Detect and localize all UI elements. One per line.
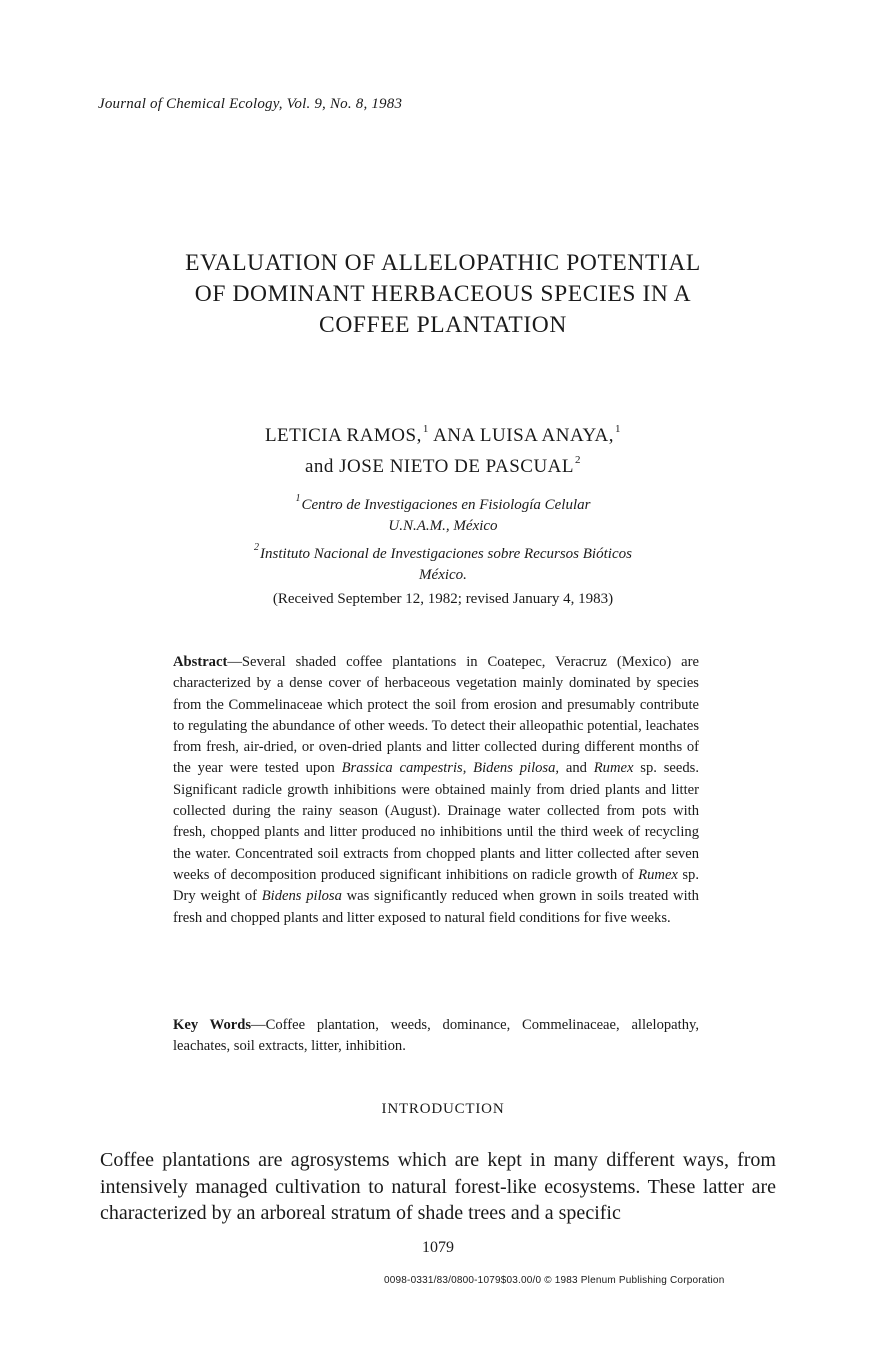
- article-title: [100, 248, 786, 341]
- introduction-paragraph: Coffee plantations are agrosystems which are kept in many different ways, from intensively managed cultivation to natural forest-like ecosystems. These latter are characterized by an arboreal stratum of shade trees and a specific: [100, 1149, 776, 1224]
- species-name: Rumex: [638, 866, 678, 883]
- section-heading: INTRODUCTION: [381, 1101, 505, 1117]
- affiliation-line: Instituto Nacional de Investigaciones sobre Recursos Bióticos: [260, 546, 632, 562]
- abstract-text: —Several shaded coffee plantations in Coatepec, Veracruz (Mexico) are characterized by a dense cover of herbaceous vegetation mainly dominated by species from the Commelinaceae which protect the soil from erosion and presumably contribute to regulating the abundance of other weeds. To detect their alleopathic potential, leachates from fresh, air-dried, or oven-dried plants and litter collected during different months of the year were tested upon: [173, 654, 699, 777]
- author-name: ANA LUISA ANAYA,: [433, 425, 615, 446]
- abstract-text: sp. seeds. Significant radicle growth inhibitions were obtained mainly from dried plants and litter collected during the rainy season (August). Drainage water collected from pots with fresh, chopped plants and litter produced no inhibitions until the third week of recycling the water. Concentrated soil extracts from chopped plants and litter collected after seven weeks of decomposition produced significant inhibitions on radicle growth of: [173, 760, 699, 883]
- title-line: OF DOMINANT HERBACEOUS SPECIES IN A: [194, 281, 692, 307]
- abstract: [173, 652, 699, 929]
- author-name: and JOSE NIETO DE PASCUAL: [304, 456, 575, 477]
- species-name: Brassica campestris, Bidens pilosa,: [341, 760, 560, 777]
- copyright-footer: 0098-0331/83/0800-1079$03.00/0 © 1983 Plenum Publishing Corporation: [384, 1275, 725, 1286]
- affiliation-line: Centro de Investigaciones en Fisiología Celular: [301, 497, 591, 513]
- affiliation-marker: 2: [575, 454, 582, 466]
- key-words: [173, 1015, 699, 1058]
- affiliation-marker: 2: [254, 542, 260, 553]
- affiliation-line: U.N.A.M., México: [388, 518, 498, 534]
- journal-citation: Journal of Chemical Ecology, Vol. 9, No. 8, 1983: [98, 96, 403, 112]
- affiliation-marker: 1: [422, 423, 429, 435]
- affiliation-line: México.: [419, 567, 467, 583]
- abstract-text: and: [559, 760, 594, 777]
- keywords-text: —Coffee plantation, weeds, dominance, Commelinaceae, allelopathy, leachates, soil extracts, litter, inhibition.: [173, 1017, 699, 1055]
- received-dates: (Received September 12, 1982; revised January 4, 1983): [272, 591, 614, 607]
- species-name: Rumex: [593, 760, 634, 777]
- title-line: COFFEE PLANTATION: [319, 312, 567, 338]
- abstract-text: was significantly reduced when grown in soils treated with fresh and chopped plants and litter exposed to natural field conditions for five weeks.: [173, 888, 699, 926]
- affiliations: [100, 488, 786, 586]
- abstract-text: sp. Dry weight of: [173, 866, 699, 905]
- author-list: [100, 417, 786, 479]
- page-number: 1079: [422, 1239, 454, 1256]
- affiliation-marker: 1: [615, 423, 622, 435]
- species-name: Bidens pilosa: [261, 888, 342, 905]
- title-line: EVALUATION OF ALLELOPATHIC POTENTIAL: [185, 250, 701, 276]
- abstract-label: Abstract: [173, 654, 228, 670]
- affiliation-marker: 1: [295, 493, 301, 504]
- author-name: LETICIA RAMOS,: [264, 425, 422, 446]
- keywords-label: Key Words: [173, 1017, 252, 1033]
